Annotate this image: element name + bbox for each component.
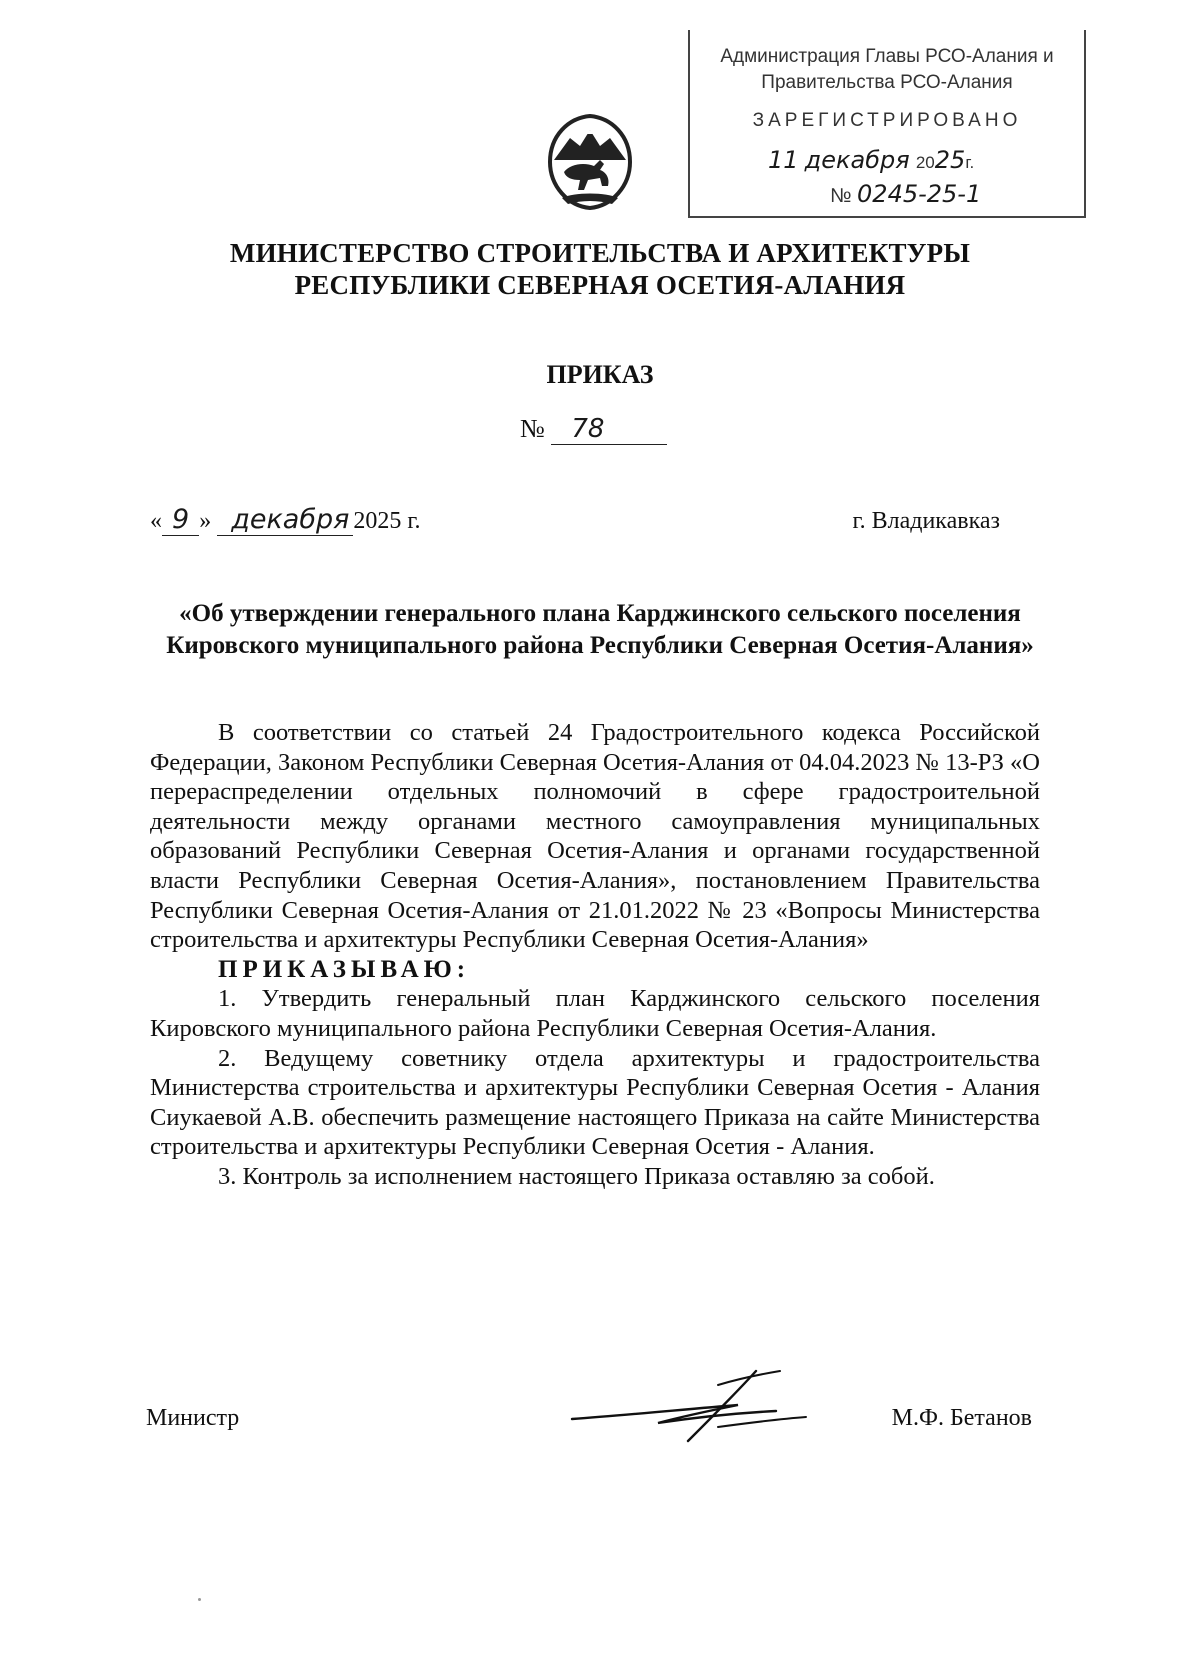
stamp-date-day: 11 [768, 146, 799, 174]
order-item-3: 3. Контроль за исполнением настоящего Приказа оставляю за собой. [218, 1162, 935, 1190]
date-year: 2025 г. [353, 508, 421, 534]
stamp-number [830, 180, 981, 208]
order-number-sign: № [520, 414, 545, 443]
stamp-line-2: Правительства РСО-Алания [761, 72, 1013, 93]
stamp-date-year-prefix: 20 [915, 153, 935, 172]
order-command: ПРИКАЗЫВАЮ: [218, 955, 471, 983]
order-title: «Об утверждении генерального плана Карджинского сельского поселения Кировского муниципального района Республики Северная Осетия-Алания» [166, 600, 1034, 659]
order-preamble: В соответствии со статьей 24 Градостроительного кодекса Российской Федерации, Законом Республики Северная Осетия-Алания от 04.04.2023 № 13-РЗ «О перераспределении отдельных полномочий в сфере градостроительной деятельности между органами местного самоуправления муниципальных образований Республики Северная Осетия-Алания и органами государственной власти Республики Северная Осетия-Алания», постановлением Правительства Республики Северная Осетия-Алания от 21.01.2022 № 23 «Вопросы Министерства строительства и архитектуры Республики Северная Осетия-Алания» [150, 719, 1040, 954]
date-open-quote: « [150, 508, 162, 534]
coat-of-arms-icon [540, 112, 640, 212]
document-type: ПРИКАЗ [546, 360, 654, 389]
ministry-name-line-2: РЕСПУБЛИКИ СЕВЕРНАЯ ОСЕТИЯ-АЛАНИЯ [294, 270, 906, 300]
stamp-date-year-suffix: 25 [934, 146, 966, 174]
date-day: 9 [172, 504, 190, 535]
handwritten-signature-icon [568, 1365, 808, 1445]
registration-stamp [688, 30, 1086, 218]
order-city: г. Владикавказ [852, 508, 1000, 534]
stamp-date-month: декабря [804, 146, 910, 174]
scan-speck [198, 1598, 201, 1601]
order-item-1: 1. Утвердить генеральный план Карджинского сельского поселения Кировского муниципального района Республики Северная Осетия-Алания. [150, 985, 1040, 1042]
order-date [150, 506, 421, 536]
order-number [520, 414, 667, 445]
stamp-number-prefix: № [830, 185, 852, 207]
stamp-date-g: г. [965, 153, 975, 172]
order-body [150, 718, 1040, 1192]
stamp-number-value: 0245-25-1 [857, 180, 982, 208]
order-item-2: 2. Ведущему советнику отдела архитектуры и градостроительства Министерства строительства и архитектуры Республики Северная Осетия - Алания Сиукаевой А.В. обеспечить размещение настоящего Приказа на сайте Министерства строительства и архитектуры Республики Северная Осетия - Алания. [150, 1044, 1040, 1161]
signatory-role: Министр [146, 1405, 240, 1431]
ministry-name-line-1: МИНИСТЕРСТВО СТРОИТЕЛЬСТВА И АРХИТЕКТУРЫ [229, 238, 971, 268]
stamp-date [768, 146, 974, 174]
stamp-registered: ЗАРЕГИСТРИРОВАНО [752, 110, 1022, 131]
order-number-value: 78 [571, 414, 605, 444]
stamp-line-1: Администрация Главы РСО-Алания и [720, 46, 1054, 67]
date-month: декабря [231, 504, 350, 535]
signatory-name: М.Ф. Бетанов [891, 1405, 1032, 1431]
date-close-quote: » [199, 508, 212, 534]
